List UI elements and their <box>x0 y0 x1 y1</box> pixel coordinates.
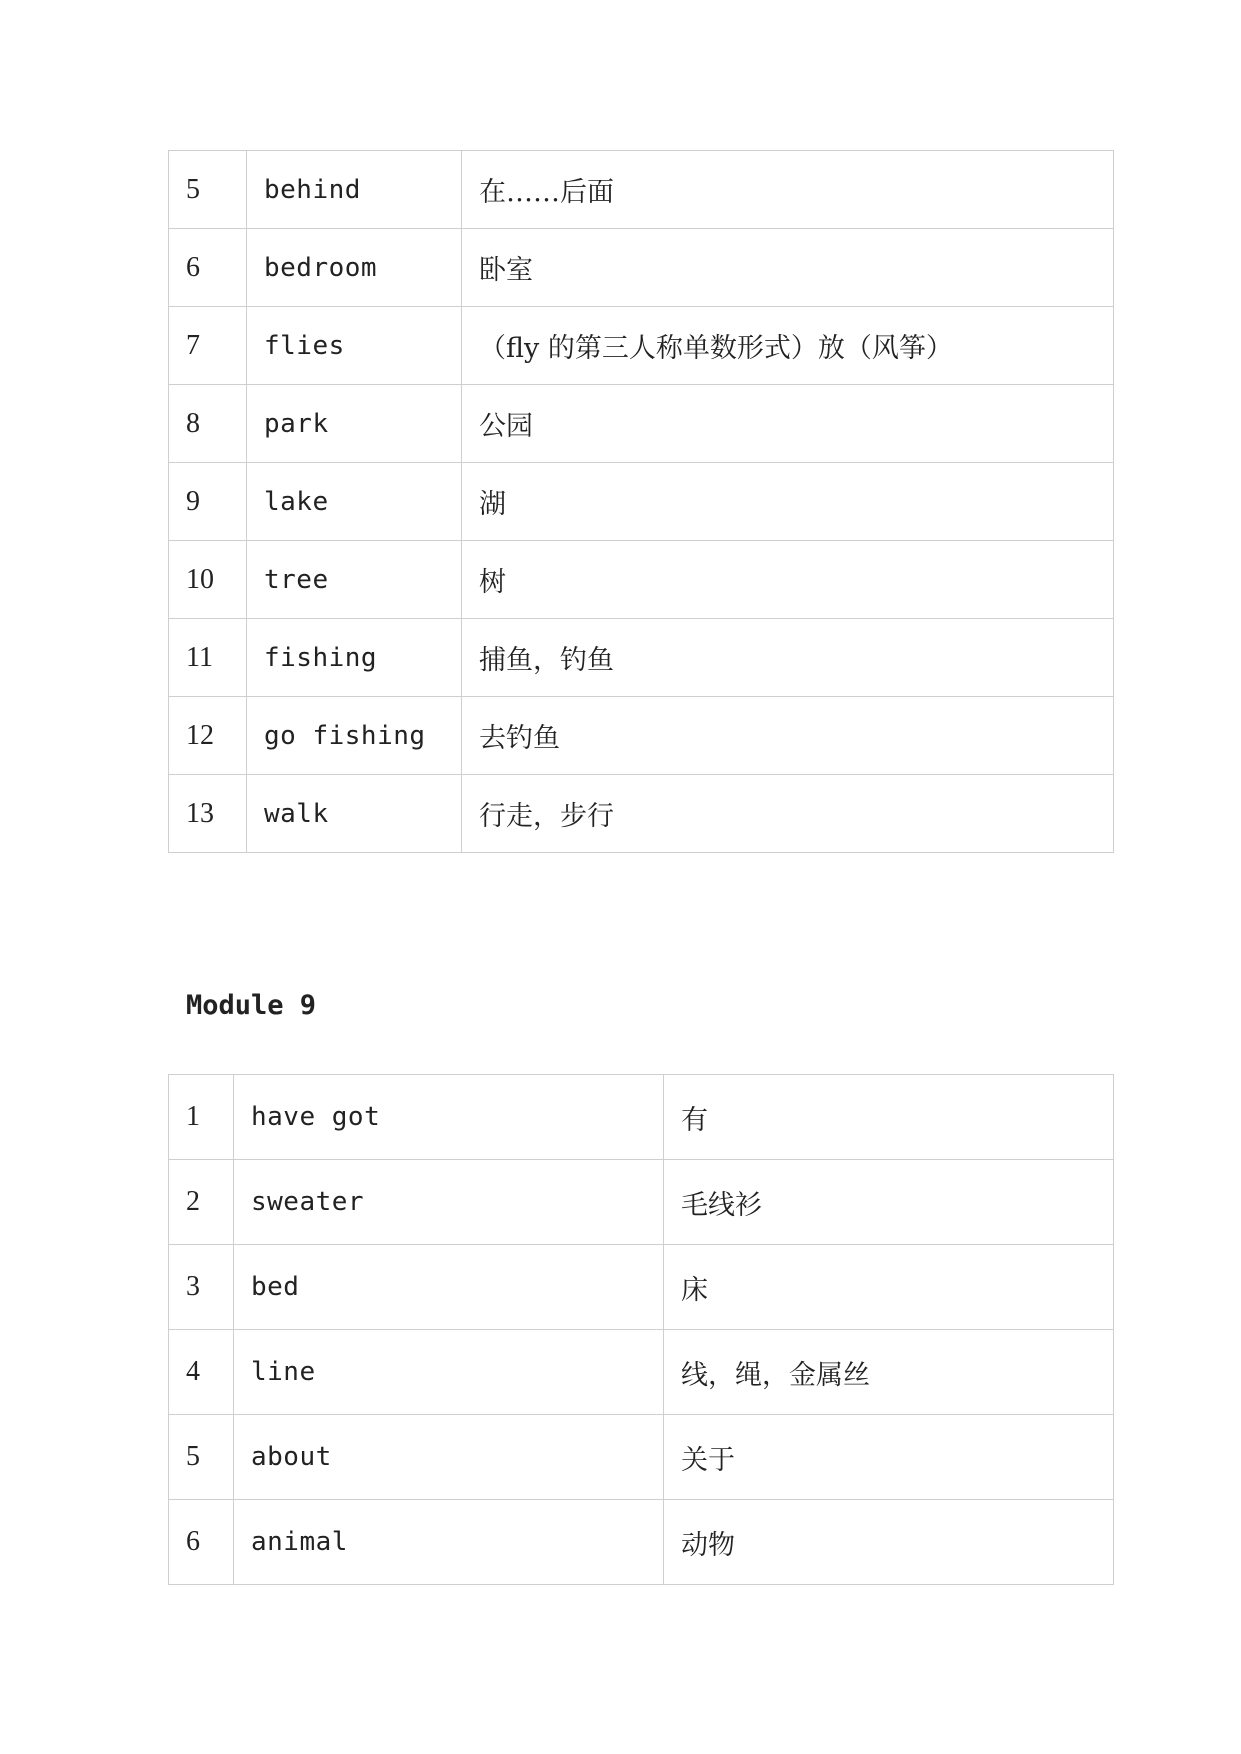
row-number: 6 <box>169 229 247 307</box>
table-row <box>169 1500 1114 1585</box>
chinese-meaning: 毛线衫 <box>664 1160 1114 1245</box>
row-number: 12 <box>169 697 247 775</box>
table-row <box>169 385 1114 463</box>
row-number: 10 <box>169 541 247 619</box>
chinese-meaning: 床 <box>664 1245 1114 1330</box>
row-number: 9 <box>169 463 247 541</box>
english-word: tree <box>247 541 462 619</box>
table-row <box>169 463 1114 541</box>
english-word: about <box>234 1415 664 1500</box>
module-heading: Module 9 <box>186 990 317 1021</box>
row-number: 1 <box>169 1075 234 1160</box>
english-word: sweater <box>234 1160 664 1245</box>
table-row <box>169 229 1114 307</box>
english-word: behind <box>247 151 462 229</box>
chinese-meaning: 树 <box>462 541 1114 619</box>
table-row <box>169 1245 1114 1330</box>
chinese-meaning: 行走，步行 <box>462 775 1114 853</box>
english-word: animal <box>234 1500 664 1585</box>
chinese-meaning: 卧室 <box>462 229 1114 307</box>
table-row <box>169 775 1114 853</box>
table-row <box>169 307 1114 385</box>
chinese-meaning: （fly 的第三人称单数形式）放（风筝） <box>462 307 1114 385</box>
chinese-meaning: 湖 <box>462 463 1114 541</box>
chinese-meaning: 去钓鱼 <box>462 697 1114 775</box>
table-row <box>169 1160 1114 1245</box>
english-word: bed <box>234 1245 664 1330</box>
english-word: line <box>234 1330 664 1415</box>
vocabulary-table-module-8 <box>168 150 1114 853</box>
table-row <box>169 1415 1114 1500</box>
row-number: 7 <box>169 307 247 385</box>
vocabulary-table-body <box>169 1075 1114 1585</box>
table-row <box>169 1075 1114 1160</box>
row-number: 4 <box>169 1330 234 1415</box>
chinese-meaning: 关于 <box>664 1415 1114 1500</box>
chinese-meaning: 在……后面 <box>462 151 1114 229</box>
chinese-meaning: 动物 <box>664 1500 1114 1585</box>
row-number: 8 <box>169 385 247 463</box>
table-row <box>169 697 1114 775</box>
chinese-meaning: 公园 <box>462 385 1114 463</box>
english-word: go fishing <box>247 697 462 775</box>
english-word: park <box>247 385 462 463</box>
vocabulary-table-body <box>169 151 1114 853</box>
row-number: 13 <box>169 775 247 853</box>
english-word: have got <box>234 1075 664 1160</box>
row-number: 3 <box>169 1245 234 1330</box>
table-row <box>169 619 1114 697</box>
vocabulary-table-module-9 <box>168 1074 1114 1585</box>
row-number: 11 <box>169 619 247 697</box>
table-row <box>169 151 1114 229</box>
english-word: lake <box>247 463 462 541</box>
english-word: flies <box>247 307 462 385</box>
table-row <box>169 1330 1114 1415</box>
row-number: 2 <box>169 1160 234 1245</box>
english-word: walk <box>247 775 462 853</box>
row-number: 5 <box>169 1415 234 1500</box>
chinese-meaning: 线，绳，金属丝 <box>664 1330 1114 1415</box>
english-word: fishing <box>247 619 462 697</box>
chinese-meaning: 捕鱼，钓鱼 <box>462 619 1114 697</box>
chinese-meaning: 有 <box>664 1075 1114 1160</box>
row-number: 6 <box>169 1500 234 1585</box>
row-number: 5 <box>169 151 247 229</box>
table-row <box>169 541 1114 619</box>
english-word: bedroom <box>247 229 462 307</box>
